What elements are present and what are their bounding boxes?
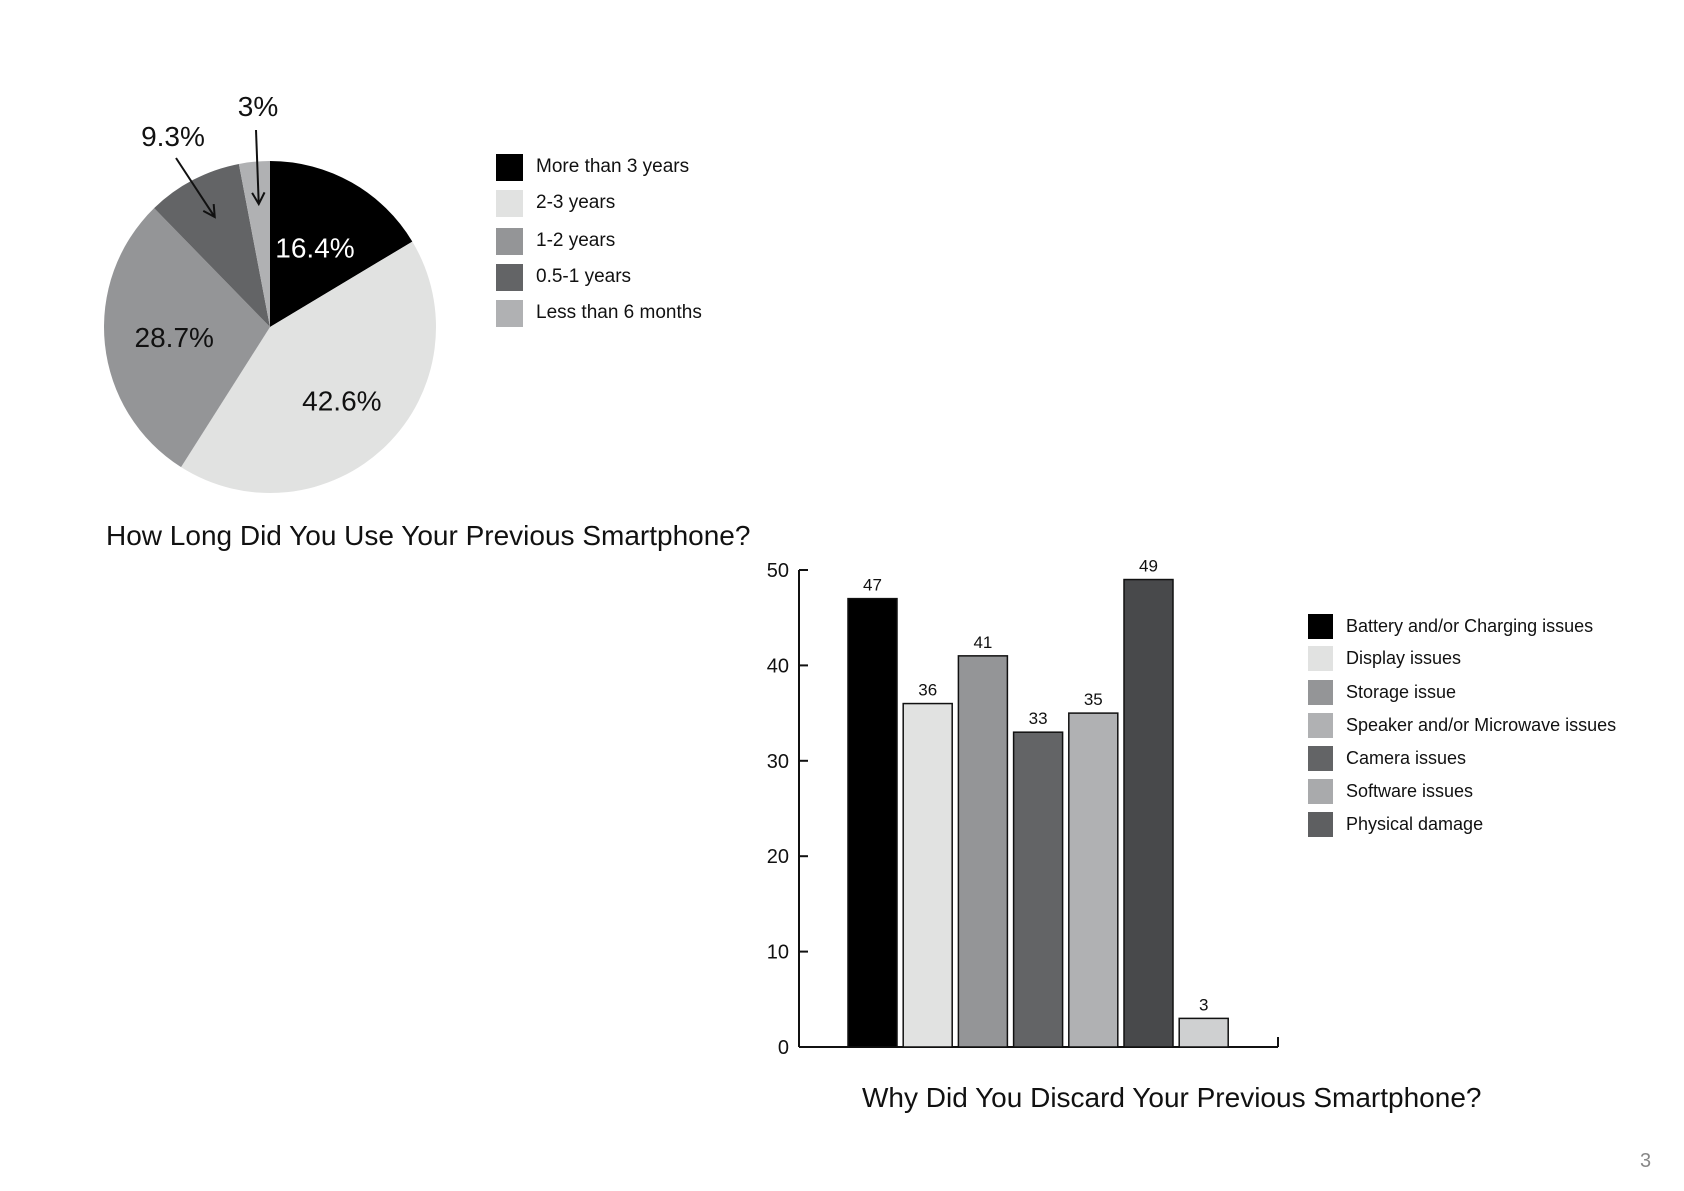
bar-value-label: 35 (1083, 690, 1103, 710)
bar-value-label: 33 (1028, 709, 1048, 729)
pie-chart-title: How Long Did You Use Your Previous Smartphone? (106, 520, 751, 551)
bar-value-label: 49 (1139, 556, 1158, 576)
legend-swatch (496, 228, 523, 255)
legend-label: Less than 6 months (536, 302, 702, 323)
legend-swatch (496, 300, 523, 327)
legend-label: More than 3 years (536, 156, 690, 177)
bar (958, 656, 1007, 1047)
legend-label: Speaker and/or Microwave issues (1346, 715, 1617, 735)
legend-label: 2-3 years (536, 192, 616, 213)
page-number: 3 (1640, 1150, 1652, 1172)
legend-swatch (1308, 646, 1333, 671)
legend-swatch (1308, 614, 1333, 639)
pie-slice-label: 16.4% (275, 232, 355, 264)
bar (1124, 580, 1173, 1047)
y-tick-label: 40 (766, 655, 789, 678)
y-tick-label: 50 (766, 560, 789, 582)
bar (903, 704, 952, 1047)
bar-value-label: 47 (863, 575, 882, 595)
legend-label: Battery and/or Charging issues (1346, 616, 1594, 636)
y-tick-label: 20 (766, 846, 789, 869)
legend-swatch (496, 154, 523, 181)
legend-label: Display issues (1346, 648, 1462, 668)
legend-swatch (1308, 779, 1333, 804)
bar (848, 599, 897, 1047)
legend-swatch (1308, 713, 1333, 738)
bar-value-label: 3 (1198, 995, 1209, 1015)
y-tick-label: 30 (766, 750, 789, 773)
bar (1069, 713, 1118, 1047)
legend-label: 0.5-1 years (536, 266, 632, 287)
pie-slice-label: 3% (237, 91, 279, 122)
bar (1179, 1018, 1228, 1047)
y-tick-label: 0 (777, 1037, 789, 1059)
legend-swatch (1308, 746, 1333, 771)
legend-label: Camera issues (1346, 748, 1467, 768)
legend-swatch (1308, 680, 1333, 705)
legend-label: Storage issue (1346, 682, 1457, 702)
y-tick-label: 10 (766, 941, 789, 964)
legend-label: 1-2 years (536, 230, 616, 251)
legend-swatch (496, 264, 523, 291)
legend-swatch (1308, 812, 1333, 837)
bar-chart-title: Why Did You Discard Your Previous Smartphone? (862, 1082, 1482, 1113)
legend-label: Software issues (1346, 781, 1474, 801)
legend-label: Physical damage (1346, 814, 1484, 834)
legend-swatch (496, 190, 523, 217)
pie-slice-label: 42.6% (302, 385, 382, 417)
bar (1014, 732, 1063, 1047)
bar-value-label: 41 (973, 632, 993, 652)
pie-slice-label: 28.7% (134, 321, 214, 353)
bar-value-label: 36 (918, 680, 938, 700)
pie-slice-label: 9.3% (141, 121, 205, 152)
